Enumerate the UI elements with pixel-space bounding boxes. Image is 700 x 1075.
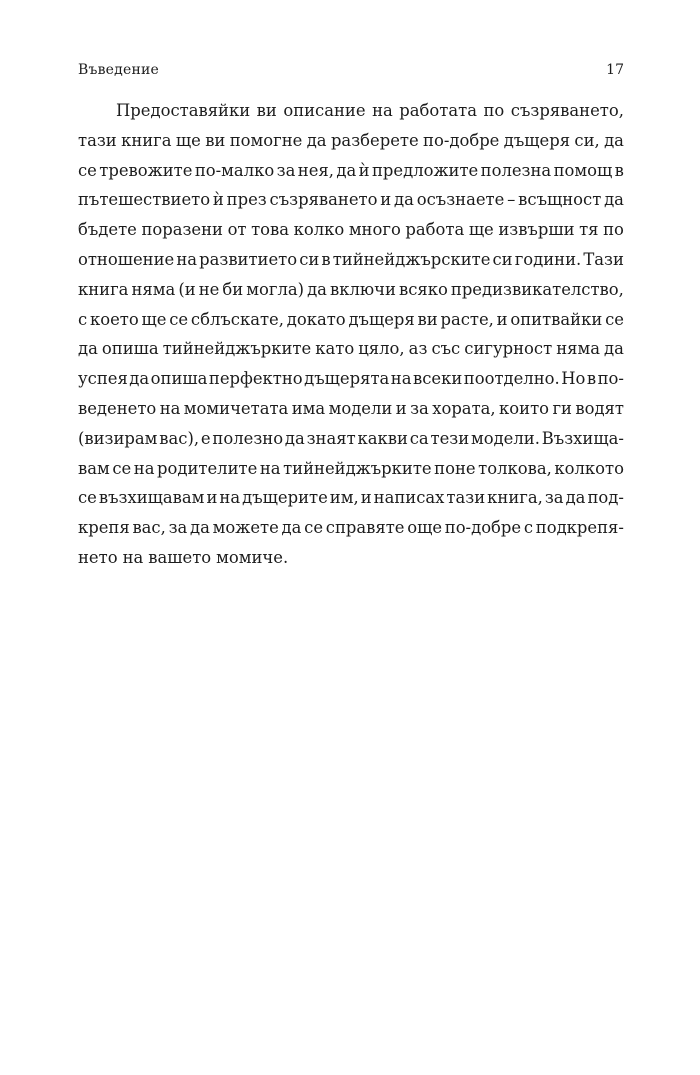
word: родителите: [157, 458, 258, 478]
text-line: [78, 185, 624, 215]
word: би: [222, 279, 244, 299]
word: на: [390, 369, 412, 389]
word: поне: [434, 458, 476, 478]
word: на: [219, 488, 241, 508]
word: справяте: [325, 518, 405, 538]
word: нея,: [297, 160, 334, 180]
word: на: [372, 101, 393, 120]
word: колкото: [554, 458, 624, 478]
word: в: [321, 249, 331, 269]
word: знаят: [306, 428, 356, 448]
word: извърши: [498, 220, 575, 240]
word: ще: [141, 309, 167, 329]
word: с: [523, 518, 534, 538]
word: –: [507, 190, 516, 210]
page-number: 17: [606, 62, 624, 78]
word: (визирам: [78, 428, 158, 448]
word: толкова,: [478, 458, 552, 478]
word: сблъскате,: [190, 309, 284, 329]
word: се: [78, 160, 97, 180]
word: под-: [587, 488, 624, 508]
word: ще: [468, 220, 494, 240]
word: ще: [175, 130, 201, 150]
word: работа: [405, 220, 465, 240]
word: (и: [178, 279, 196, 299]
word: да: [284, 428, 305, 448]
word: могла): [246, 279, 305, 299]
word: на: [259, 458, 281, 478]
word: в: [586, 369, 597, 389]
word: няма: [131, 279, 176, 299]
word: ви: [205, 130, 226, 150]
word: да: [565, 488, 586, 508]
word: да: [281, 518, 302, 538]
text-line: [78, 275, 624, 305]
word: през: [226, 190, 267, 210]
word: да: [394, 190, 414, 210]
text-line: [78, 156, 624, 186]
word: тази: [78, 130, 117, 150]
word: модели: [328, 398, 393, 418]
word: тревожите: [99, 160, 193, 180]
word: по-добре: [423, 130, 500, 150]
word: да: [604, 339, 624, 359]
word: за: [168, 518, 188, 538]
word: включи: [330, 279, 396, 299]
word: има: [291, 398, 326, 418]
word: модели.: [470, 428, 540, 448]
word: за: [276, 160, 296, 180]
text-line: [78, 245, 624, 275]
word: сигурност: [464, 339, 553, 359]
word: опиша: [150, 369, 208, 389]
word: тийнейджърките: [162, 339, 312, 359]
word: развитието: [199, 249, 298, 269]
word: тийнейджърките: [283, 458, 432, 478]
word: вас,: [132, 518, 166, 538]
word: на: [159, 398, 181, 418]
chapter-title: Въведение: [78, 62, 160, 78]
word: отношение: [78, 249, 175, 269]
text-line: [78, 364, 624, 394]
word: момичетата: [183, 398, 289, 418]
word: си: [492, 249, 513, 269]
word: с: [78, 309, 88, 329]
word: всяко: [398, 279, 448, 299]
word: тези: [430, 428, 470, 448]
text-line: [78, 305, 624, 335]
word: да: [306, 130, 327, 150]
word: още: [407, 518, 443, 538]
word: вас),: [159, 428, 200, 448]
word: по-малко: [194, 160, 275, 180]
word: се: [304, 518, 324, 538]
word: това: [251, 220, 290, 240]
word: по-добре: [444, 518, 522, 538]
word: в: [614, 160, 624, 180]
text-line: [78, 543, 624, 573]
word: тийнейджърските: [332, 249, 491, 269]
text-line: [78, 513, 624, 543]
word: да: [78, 339, 98, 359]
word: пътешествието: [78, 190, 211, 210]
word: перфектно: [208, 369, 303, 389]
word: полезна: [480, 160, 552, 180]
word: съзряването,: [510, 101, 624, 120]
word: опитвайки: [510, 309, 603, 329]
word: предизвикателство,: [450, 279, 624, 299]
word: работата: [399, 101, 477, 120]
word: от: [227, 220, 247, 240]
text-line: [78, 424, 624, 454]
text-line: [78, 215, 624, 245]
word: и: [206, 488, 218, 508]
text-line: [78, 96, 624, 126]
word: си,: [574, 130, 600, 150]
text-line: [78, 483, 624, 513]
word: ви: [256, 101, 277, 120]
word: на: [133, 458, 155, 478]
word: помогне: [229, 130, 303, 150]
word: помощ: [553, 160, 613, 180]
word: да: [307, 279, 327, 299]
word: ги: [552, 398, 572, 418]
word: тя: [579, 220, 599, 240]
word: се: [169, 309, 189, 329]
word: дъщеря: [348, 309, 415, 329]
word: няма: [556, 339, 600, 359]
word: и: [380, 190, 392, 210]
word: по-: [597, 369, 624, 389]
word: е: [200, 428, 211, 448]
word: нето: [78, 547, 118, 567]
word: описание: [283, 101, 366, 120]
word: са: [409, 428, 429, 448]
word: на: [176, 249, 198, 269]
word: подкрепя-: [535, 518, 624, 538]
running-header: [78, 62, 624, 84]
word: за: [410, 398, 429, 418]
word: да: [336, 160, 357, 180]
word: поотделно.: [463, 369, 560, 389]
word: да: [190, 518, 210, 538]
word: се: [112, 458, 132, 478]
word: всъщност: [518, 190, 602, 210]
word: цяло,: [358, 339, 405, 359]
word: да: [604, 130, 624, 150]
word: съзряването: [269, 190, 378, 210]
word: книга,: [487, 488, 543, 508]
word: дъщеря: [503, 130, 571, 150]
word: ѝ: [212, 190, 224, 210]
word: по: [483, 101, 505, 120]
word: момиче.: [216, 547, 289, 567]
text-line: [78, 454, 624, 484]
text-line: [78, 126, 624, 156]
word: аз: [408, 339, 428, 359]
word: да: [604, 190, 624, 210]
word: което: [89, 309, 139, 329]
word: не: [198, 279, 220, 299]
word: вашето: [148, 547, 212, 567]
word: и: [360, 488, 372, 508]
word: Възхища-: [541, 428, 624, 448]
word: можете: [212, 518, 279, 538]
word: успея: [78, 369, 128, 389]
word: крепя: [78, 518, 130, 538]
word: колко: [293, 220, 345, 240]
word: водят: [575, 398, 624, 418]
word: по: [603, 220, 624, 240]
word: и: [496, 309, 508, 329]
word: се: [78, 488, 97, 508]
word: за: [544, 488, 564, 508]
word: вам: [78, 458, 110, 478]
word: дъщерите: [242, 488, 328, 508]
word: които: [499, 398, 550, 418]
word: докато: [286, 309, 346, 329]
word: си: [299, 249, 320, 269]
word: книга: [121, 130, 172, 150]
word: полезно: [212, 428, 284, 448]
word: години.: [514, 249, 582, 269]
word: тази: [446, 488, 486, 508]
word: се: [605, 309, 624, 329]
text-line: [78, 394, 624, 424]
word: веденето: [78, 398, 157, 418]
body-paragraph: [78, 96, 624, 573]
word: написах: [373, 488, 445, 508]
word: и: [395, 398, 407, 418]
word: със: [431, 339, 461, 359]
word: като: [315, 339, 355, 359]
word: книга: [78, 279, 129, 299]
word: всеки: [413, 369, 463, 389]
word: расте,: [440, 309, 494, 329]
word: много: [348, 220, 401, 240]
word: Но: [561, 369, 586, 389]
word: какви: [357, 428, 408, 448]
text-line: [78, 334, 624, 364]
word: осъзнаете: [416, 190, 505, 210]
word: разберете: [330, 130, 419, 150]
word: предложите: [371, 160, 479, 180]
word: поразени: [141, 220, 223, 240]
word: Тази: [583, 249, 624, 269]
word: опиша: [101, 339, 159, 359]
word: ѝ: [358, 160, 370, 180]
word: Предоставяйки: [116, 101, 251, 120]
word: дъщерята: [304, 369, 390, 389]
word: ви: [417, 309, 438, 329]
word: хората,: [432, 398, 496, 418]
word: да: [129, 369, 150, 389]
word: възхищавам: [98, 488, 205, 508]
word: им,: [329, 488, 359, 508]
word: на: [122, 547, 144, 567]
word: бъдете: [78, 220, 137, 240]
